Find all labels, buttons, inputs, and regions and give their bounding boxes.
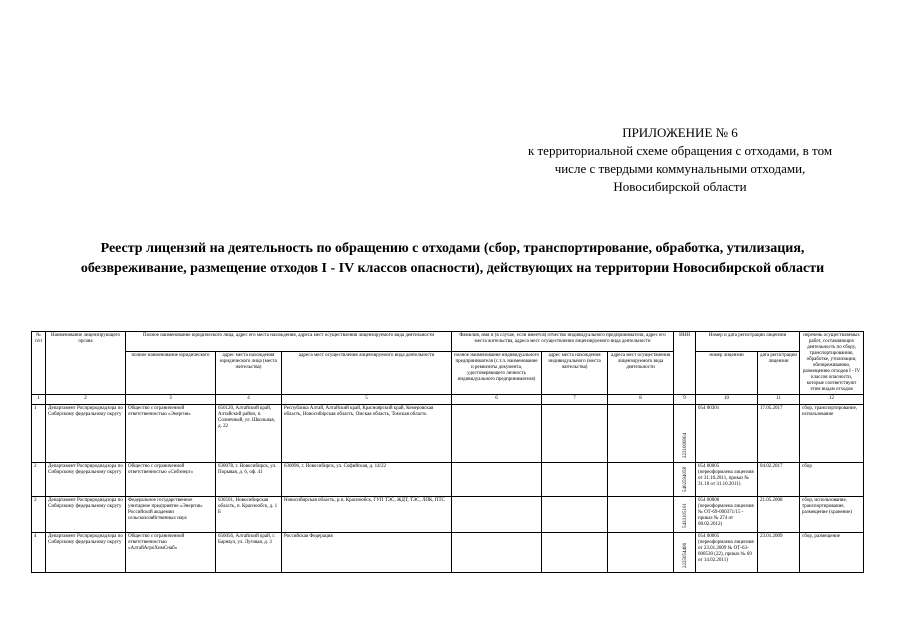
- title-line-2: обезвреживание, размещение отходов I - IV классов опасности), действующих на территории Новосибирской области: [80, 261, 825, 276]
- activity-address: Российская Федерация: [282, 533, 452, 573]
- ip-activity-cell: [608, 463, 674, 497]
- table-row: [32, 463, 864, 497]
- header-ip-activity: адреса мест осуществления лицензируемого вида деятельности: [608, 351, 674, 394]
- license-number: 054 00301: [696, 405, 758, 463]
- header-license-group: Номер и дата регистрации лицензии: [696, 332, 800, 352]
- works-list: сбор, транспортирование, использование: [800, 405, 864, 463]
- license-number: 054 00005 (переоформлена лицензия от 23.01.2009 № ОТ-63-000530 (22), приказ № 69 от 14.02.2011): [696, 533, 758, 573]
- column-number: 6: [452, 395, 542, 405]
- table-row: [32, 533, 864, 573]
- column-number: 7: [542, 395, 608, 405]
- row-number: 1: [32, 405, 46, 463]
- column-number: 11: [758, 395, 800, 405]
- header-activity-address: адреса мест осуществления лицензируемого вида деятельности: [282, 351, 452, 394]
- licensing-authority: Департамент Росприроднадзора по Сибирскому федеральному округу: [46, 463, 126, 497]
- inn-cell: [674, 533, 696, 573]
- header-license-number: номер лицензии: [696, 351, 758, 394]
- ip-name-cell: [452, 497, 542, 533]
- header-legal-address: адрес места нахождения юридического лица (места жительства): [216, 351, 282, 394]
- appendix-text-line-3: Новосибирской области: [613, 179, 747, 194]
- inn-cell: [674, 497, 696, 533]
- row-number: 2: [32, 463, 46, 497]
- licensing-authority: Департамент Росприроднадзора по Сибирскому федеральному округу: [46, 497, 126, 533]
- column-number-row: [32, 395, 864, 405]
- ip-activity-cell: [608, 405, 674, 463]
- ip-address-cell: [542, 533, 608, 573]
- inn-value: 2231006904: [682, 433, 688, 458]
- header-license-date: дата регистрации лицензии: [758, 351, 800, 394]
- legal-address: 630501, Новосибирская область, п. Краснообск, д. 1 Б: [216, 497, 282, 533]
- header-ip-group: Фамилия, имя и (в случае, если имеется) отчество индивидуального предпринимателя, адрес его места жительства, адреса мест осуществления лицензируемого вида деятельности: [452, 332, 674, 352]
- header-ip-address: адрес места нахождения индивидуального (места жительства): [542, 351, 608, 394]
- appendix-text-line-1: к территориальной схеме обращения с отходами, в том: [527, 143, 833, 158]
- column-number: 8: [608, 395, 674, 405]
- appendix-number: ПРИЛОЖЕНИЕ № 6: [622, 125, 738, 140]
- ip-activity-cell: [608, 497, 674, 533]
- license-date: 23.01.2009: [758, 533, 800, 573]
- ip-activity-cell: [608, 533, 674, 573]
- inn-cell: [674, 405, 696, 463]
- column-number: 1: [32, 395, 46, 405]
- license-date: 21.05.2008: [758, 497, 800, 533]
- header-ip-name: полное наименование индивидуального предпринимателя (с.т.л. наименование и реквизиты документа, удостоверяющего личность индивидуального предпринимателя): [452, 351, 542, 394]
- inn-value: 5433105101: [682, 503, 688, 528]
- inn-cell: [674, 463, 696, 497]
- activity-address: Республика Алтай, Алтайский край, Красноярский край, Кемеровская область, Новосибирская область, Омская область, Томская область: [282, 405, 452, 463]
- appendix-text-line-2: числе с твердыми коммунальными отходами,: [554, 161, 806, 176]
- licensing-authority: Департамент Росприроднадзора по Сибирскому федеральному округу: [46, 405, 126, 463]
- header-legal-group: Полное наименование юридического лица, адрес его места нахождения, адреса мест осуществления лицензируемого вида деятельности: [126, 332, 452, 352]
- table-header-row-2: [32, 351, 864, 394]
- header-works: перечень осуществляемых работ, составляющих деятельность по сбору, транспортированию, обработке, утилизации, обезвреживанию, размещению отходов I - IV классов опасности, которые соответствуют этим видам отходов: [800, 332, 864, 395]
- appendix-heading: [480, 124, 880, 196]
- header-inn: ИНН: [674, 332, 696, 395]
- legal-address: 656120, Алтайский край, Алтайский район, п. Солнечный, ул. Школьная, д. 22: [216, 405, 282, 463]
- inn-value: 5402594058: [682, 467, 688, 492]
- company-name: Общество с ограниченной ответственностью «АлтайАгроХимСнаб»: [126, 533, 216, 573]
- inn-value: 2225054406: [682, 543, 688, 568]
- license-registry-table: [31, 331, 864, 573]
- ip-address-cell: [542, 463, 608, 497]
- column-number: 5: [282, 395, 452, 405]
- works-list: сбор, использование, транспортирование, размещение (хранение): [800, 497, 864, 533]
- title-line-1: Реестр лицензий на деятельность по обращению с отходами (сбор, транспортирование, обработка, утилизация,: [100, 241, 805, 256]
- column-number: 10: [696, 395, 758, 405]
- ip-name-cell: [452, 405, 542, 463]
- activity-address: 630096, г. Новосибирск, ул. Софийская, д. 14/22: [282, 463, 452, 497]
- license-number: 054 00005 (переоформлена лицензия от 31.10.2011, приказ № 31.10 от 31.10.2011): [696, 463, 758, 497]
- company-name: Общество с ограниченной ответственностью «Энергия»: [126, 405, 216, 463]
- table-header-row-1: [32, 332, 864, 352]
- license-date: 17.05.2017: [758, 405, 800, 463]
- table-row: [32, 405, 864, 463]
- table-row: [32, 497, 864, 533]
- header-num: № п/п: [32, 332, 46, 395]
- license-date: 04.02.2017: [758, 463, 800, 497]
- column-number: 3: [126, 395, 216, 405]
- row-number: 3: [32, 497, 46, 533]
- column-number: 12: [800, 395, 864, 405]
- header-authority: Наименование лицензирующего органа: [46, 332, 126, 395]
- document-title: [30, 239, 875, 279]
- activity-address: Новосибирская область, р.п. Краснообск, ГУП ТЭС, ЖДТ, ТЭС, ЛПК, ПТС: [282, 497, 452, 533]
- row-number: 4: [32, 533, 46, 573]
- licensing-authority: Департамент Росприроднадзора по Сибирскому федеральному округу: [46, 533, 126, 573]
- column-number: 2: [46, 395, 126, 405]
- column-number: 4: [216, 395, 282, 405]
- company-name: Общество с ограниченной ответственностью «Сибэнерг»: [126, 463, 216, 497]
- ip-name-cell: [452, 463, 542, 497]
- header-full-name: полное наименование юридического: [126, 351, 216, 394]
- column-number: 9: [674, 395, 696, 405]
- legal-address: 630078, г. Новосибирск, ул. Порывая, д. 6, оф. 41: [216, 463, 282, 497]
- license-number: 054 00006 (переоформлена лицензия № ОТ-69-000371/15 - приказ № 274 от 08.02.2012): [696, 497, 758, 533]
- works-list: сбор: [800, 463, 864, 497]
- legal-address: 656056, Алтайский край, г. Барнаул, ул. Луговая, д. 3: [216, 533, 282, 573]
- ip-address-cell: [542, 405, 608, 463]
- ip-address-cell: [542, 497, 608, 533]
- works-list: сбор, размещение: [800, 533, 864, 573]
- ip-name-cell: [452, 533, 542, 573]
- company-name: Федеральное государственное унитарное предприятие «Энергия» Российской академии сельскохозяйственных наук: [126, 497, 216, 533]
